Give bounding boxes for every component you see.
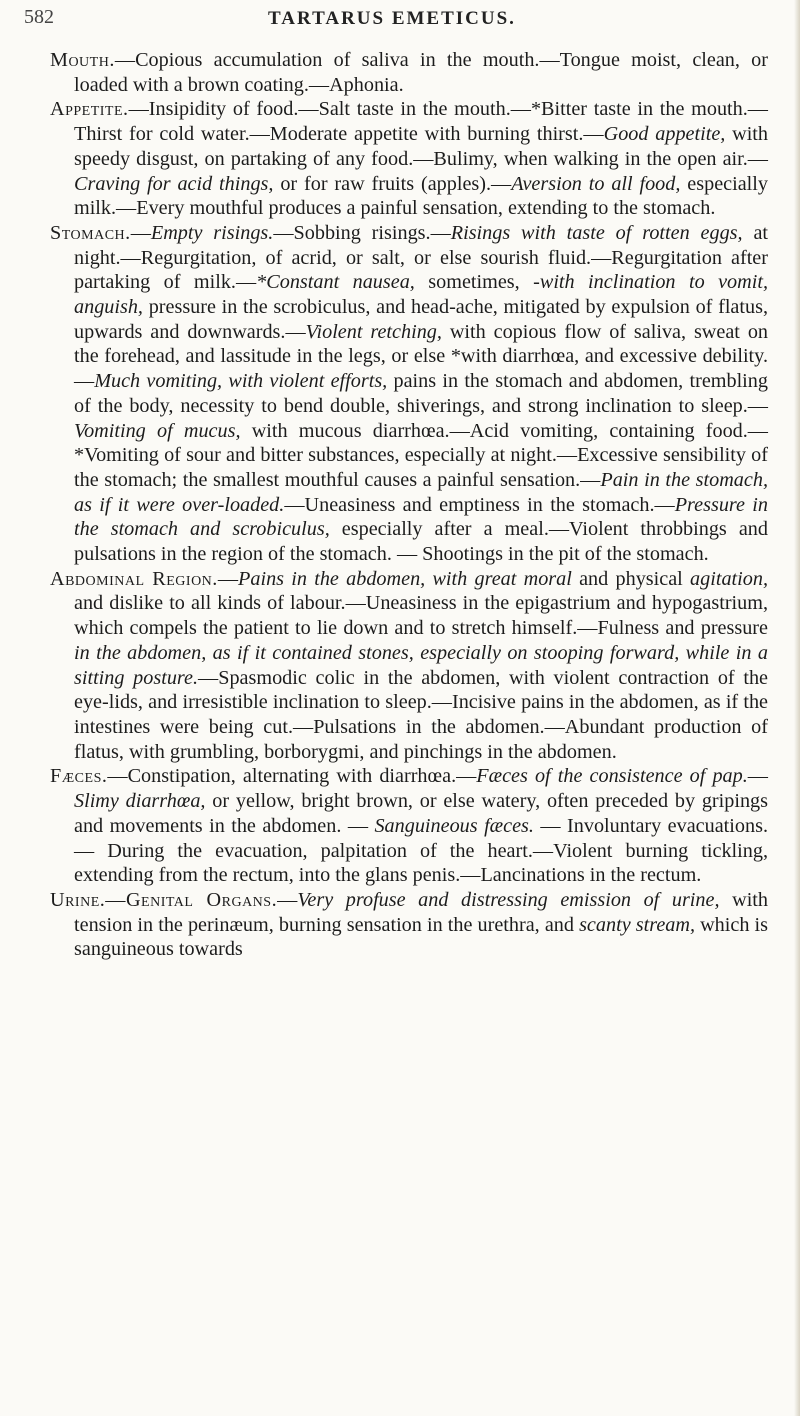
section-0 <box>50 48 768 97</box>
italic-text: Empty risings. <box>150 221 274 244</box>
italic-text: Sanguineous fæces. <box>374 814 534 837</box>
section-heading: Urine.—Genital Organs. <box>50 888 278 911</box>
italic-text: Pressure in the stomach and scrobiculus, <box>74 493 768 541</box>
italic-text: scanty stream, <box>579 913 695 936</box>
body-text: — <box>277 888 298 911</box>
body-text: —Uneasiness and emptiness in the stomach.— <box>284 493 675 516</box>
section-heading: Fæces. <box>50 765 108 788</box>
body-text: — <box>747 765 768 788</box>
section-4 <box>50 764 768 888</box>
body-text: with speedy disgust, on partaking of any food.—Bulimy, when walking in the open air.— <box>74 123 768 170</box>
italic-text: Craving for acid things, <box>74 172 274 195</box>
body-text: —Copious accumulation of saliva in the mouth.—Tongue moist, clean, or loaded with a brown coating.—Aphonia. <box>74 49 768 96</box>
italic-text: Aversion to all food, <box>511 172 681 195</box>
body-text: — <box>217 567 239 590</box>
body-text: or yellow, bright brown, or else watery, often preceded by gripings and movements in the abdomen. — <box>74 790 768 837</box>
body-text: —Spasmodic colic in the abdomen, with violent contraction of the eye-lids, and irresistible inclination to sleep.—Incisive pains in the abdomen, as if the intestines were being cut.—Pulsations in the abdomen.—Abundant production of flatus, with grumbling, borborygmi, and pinchings in the abdomen. <box>74 666 768 763</box>
italic-text: Good appetite, <box>603 123 726 146</box>
italic-text: Pain in the stomach, as if it were over-loaded. <box>74 468 768 516</box>
body-text: or for raw fruits (apples).— <box>273 172 512 195</box>
italic-text: -with inclination to vomit, anguish, <box>74 271 768 319</box>
body-text: especially milk.—Every mouthful produces a painful sensation, extending to the stomach. <box>74 172 768 220</box>
body-text: at night.—Regurgitation, of acrid, or salt, or else sourish fluid.—Regurgitation after partaking of milk.— <box>74 221 769 294</box>
body-text: especially after a meal.—Violent throbbings and pulsations in the region of the stomach. — Shootings in the pit of the stomach. <box>74 518 768 566</box>
body-text: — <box>130 221 151 244</box>
body-text: pressure in the scrobiculus, and head-ache, mitigated by expulsion of flatus, upwards and downwards.— <box>74 296 768 343</box>
italic-text: Pains in the abdomen, with great moral <box>238 567 572 590</box>
body-text: which is sanguineous towards <box>74 913 768 961</box>
section-3 <box>50 567 768 765</box>
body-text: — Involuntary evacuations. — During the evacuation, palpitation of the heart.—Violent burning tickling, extending from the rectum, into the glans penis.—Lancinations in the rectum. <box>74 814 768 887</box>
italic-text: Slimy diarrhœa, <box>74 790 206 813</box>
body-text: —Insipidity of food.—Salt taste in the mouth.—*Bitter taste in the mouth.—Thirst for cold water.—Moderate appetite with burning thirst.— <box>74 98 768 146</box>
italic-text: Much vomiting, with violent efforts, <box>94 370 388 393</box>
body-text: and physical <box>571 567 691 590</box>
italic-text: Vomiting of mucus, <box>74 419 241 442</box>
body-text: and dislike to all kinds of labour.—Uneasiness in the epigastrium and hypogastrium, which compels the patient to lie down and to stretch himself.—Fulness and pressure <box>74 592 768 640</box>
section-heading: Abdominal Region. <box>50 567 218 590</box>
body-text: —Sobbing risings.— <box>273 221 451 244</box>
section-heading: Mouth. <box>50 49 115 71</box>
section-2 <box>50 221 768 567</box>
italic-text: Violent retching, <box>305 320 442 343</box>
running-title: TARTARUS EMETICUS. <box>268 8 516 29</box>
section-5 <box>50 888 768 962</box>
body-text: sometimes, <box>414 271 534 294</box>
page-body <box>50 48 768 962</box>
page-edge <box>794 0 800 1416</box>
body-text: with mucous diarrhœa.—Acid vomiting, containing food.—*Vomiting of sour and bitter substances, especially at night.—Excessive sensibility of the stomach; the smallest mouthful causes a painful sensation.— <box>74 419 768 491</box>
italic-text: Risings with taste of rotten eggs, <box>450 221 743 244</box>
page-number: 582 <box>24 6 54 28</box>
body-text: with copious flow of saliva, sweat on the forehead, and lassitude in the legs, or else *with diarrhœa, and excessive debility.— <box>74 320 769 393</box>
section-1 <box>50 97 768 221</box>
page-header <box>24 6 760 36</box>
section-heading: Appetite. <box>50 98 129 121</box>
body-text: pains in the stomach and abdomen, trembling of the body, necessity to bend double, shiverings, and strong inclination to sleep.— <box>74 370 768 417</box>
section-heading: Stomach. <box>50 221 131 244</box>
italic-text: Very profuse and distressing emission of urine, <box>297 888 720 911</box>
italic-text: Fæces of the consistence of pap. <box>476 765 748 788</box>
body-text: with tension in the perinæum, burning sensation in the urethra, and <box>74 888 768 936</box>
body-text: —Constipation, alternating with diarrhœa.— <box>107 765 477 788</box>
italic-text: agitation, <box>690 567 768 590</box>
italic-text: *Constant nausea, <box>256 271 415 294</box>
italic-text: in the abdomen, as if it contained stones, especially on stooping forward, while in a sitting posture. <box>74 641 768 689</box>
